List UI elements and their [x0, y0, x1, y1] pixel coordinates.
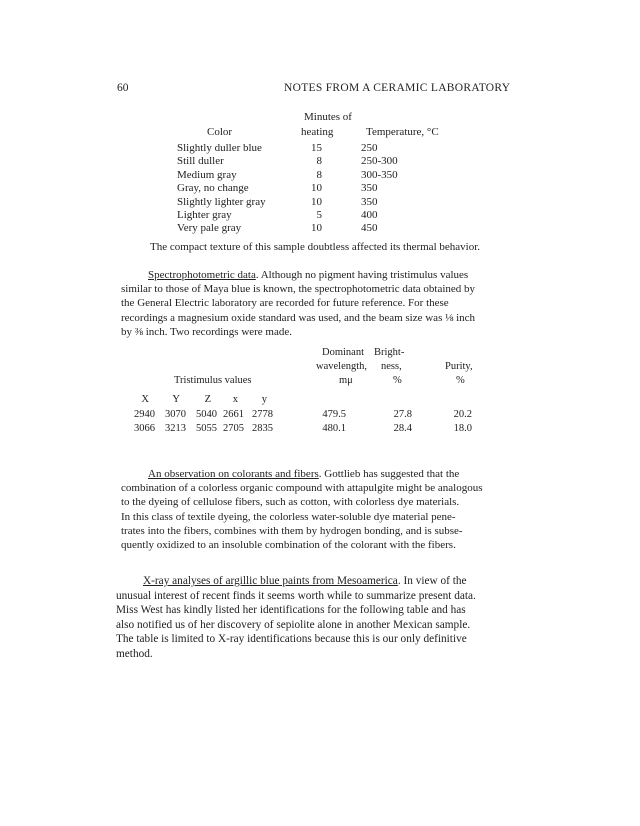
- para-xray-line-1: X-ray analyses of argillic blue paints from Mesoamerica. In view of the: [143, 575, 467, 587]
- tristimulus-col-y: y: [261, 394, 267, 405]
- para-thermal: [150, 240, 480, 254]
- heating-row-minutes: 10: [311, 195, 322, 208]
- heating-row-minutes: 8: [316, 168, 322, 181]
- heating-row-minutes: 8: [316, 155, 322, 168]
- heating-row-minutes: 15: [311, 142, 322, 154]
- heating-row-temperature: 350: [361, 195, 378, 208]
- tristimulus-cell-x: 2661: [223, 409, 244, 420]
- tristimulus-cell-pu: 18.0: [453, 422, 472, 434]
- heating-row-minutes: 10: [311, 182, 322, 195]
- tristimulus-col-X: X: [141, 394, 149, 405]
- para-colorants: [121, 467, 483, 552]
- heating-row-color: Very pale gray: [177, 222, 242, 235]
- col-header-temperature: Temperature, °C: [366, 126, 439, 138]
- tristimulus-cell-Y: 3213: [165, 422, 186, 434]
- page-number: 60: [117, 82, 129, 94]
- header-dominant-3: mμ: [339, 375, 353, 386]
- tristimulus-cell-y: 2835: [252, 422, 273, 434]
- para-spectro-line-1: Spectrophotometric data. Although no pigment having tristimulus values: [148, 269, 469, 281]
- heating-row-color: Slightly duller blue: [177, 142, 262, 154]
- header-brightness-1: Bright-: [374, 347, 405, 358]
- running-head: NOTES FROM A CERAMIC LABORATORY: [284, 82, 511, 94]
- para-spectro-heading: Spectrophotometric data: [148, 269, 256, 281]
- para-xray: [116, 574, 476, 662]
- tristimulus-cell-Z: 5040: [196, 409, 217, 420]
- para-spectro-line-4: recordings a magnesium oxide standard was used, and the beam size was ⅛ inch: [121, 311, 476, 324]
- col-header-color: Color: [207, 126, 233, 138]
- para-spectro-line-2: similar to those of Maya blue is known, the spectrophotometric data obtained by: [121, 283, 476, 296]
- para-thermal-text: The compact texture of this sample doubtless affected its thermal behavior.: [150, 241, 480, 253]
- header-purity-1: Purity,: [445, 361, 473, 372]
- para-xray-line-5: The table is limited to X-ray identifications because this is our only definitive: [116, 633, 467, 646]
- tristimulus-cell-pu: 20.2: [453, 409, 472, 420]
- heating-row-color: Medium gray: [177, 168, 237, 181]
- heating-row-temperature: 250-300: [361, 155, 398, 168]
- para-colorants-line-4: In this class of textile dyeing, the colorless water-soluble dye material pene-: [121, 510, 456, 523]
- heating-row-color: Still duller: [177, 155, 224, 168]
- tristimulus-cell-Z: 5055: [196, 422, 217, 434]
- tristimulus-cell-br: 27.8: [393, 409, 412, 420]
- header-brightness-3: %: [393, 375, 402, 386]
- heating-row-temperature: 400: [361, 209, 378, 221]
- tristimulus-cell-br: 28.4: [393, 422, 412, 434]
- tristimulus-cell-wl: 479.5: [322, 409, 346, 420]
- para-colorants-line-3: to the dyeing of cellulose fibers, such as cotton, with colorless dye materials.: [121, 496, 460, 509]
- para-colorants-line-2: combination of a colorless organic compound with attapulgite might be analogous: [121, 482, 483, 495]
- tristimulus-cell-y: 2778: [252, 409, 273, 420]
- tristimulus-cell-X: 3066: [134, 422, 155, 434]
- para-xray-line-3: Miss West has kindly listed her identifications for the following table and has: [116, 604, 466, 617]
- tristimulus-cell-wl: 480.1: [322, 422, 346, 434]
- heating-row-temperature: 300-350: [361, 168, 398, 181]
- para-xray-line-2: unusual interest of recent finds it seems worth while to summarize present data.: [116, 589, 476, 602]
- para-xray-line-6: method.: [116, 647, 153, 660]
- tristimulus-cell-Y: 3070: [165, 409, 186, 420]
- tristimulus-cell-X: 2940: [134, 409, 155, 420]
- header-purity-2: %: [456, 375, 465, 386]
- tristimulus-cell-x: 2705: [223, 422, 244, 434]
- tristimulus-col-Z: Z: [204, 394, 211, 405]
- para-spectro: [121, 268, 475, 339]
- heating-row-minutes: 10: [311, 222, 322, 235]
- tristimulus-col-x: x: [232, 394, 238, 405]
- tristimulus-col-Y: Y: [172, 394, 180, 405]
- header-brightness-2: ness,: [381, 361, 402, 372]
- para-spectro-line-5: by ⅜ inch. Two recordings were made.: [121, 325, 293, 338]
- para-colorants-line-1: An observation on colorants and fibers. Gottlieb has suggested that the: [148, 468, 460, 480]
- heating-row-temperature: 450: [361, 222, 378, 235]
- heating-row-temperature: 250: [361, 142, 378, 154]
- header-dominant-2: wavelength,: [316, 361, 368, 372]
- header-dominant-1: Dominant: [322, 347, 364, 358]
- heating-row-color: Lighter gray: [177, 209, 232, 221]
- para-colorants-heading: An observation on colorants and fibers: [148, 468, 319, 480]
- heating-row-color: Slightly lighter gray: [177, 195, 266, 208]
- para-xray-heading: X-ray analyses of argillic blue paints from Mesoamerica: [143, 575, 398, 587]
- col-header-minutes-1: Minutes of: [304, 111, 352, 123]
- para-colorants-line-5: trates into the fibers, combines with them by hydrogen bonding, and is subse-: [121, 524, 463, 537]
- header-tristimulus: Tristimulus values: [174, 375, 252, 386]
- heating-row-minutes: 5: [316, 209, 322, 221]
- heating-row-color: Gray, no change: [177, 182, 249, 195]
- para-spectro-line-3: the General Electric laboratory are recorded for future reference. For these: [121, 297, 449, 310]
- col-header-minutes-2: heating: [301, 126, 334, 138]
- para-xray-line-4: also notified us of her discovery of sepiolite alone in another Mexican sample.: [116, 618, 471, 631]
- heating-row-temperature: 350: [361, 182, 378, 195]
- para-colorants-line-6: quently oxidized to an insoluble combination of the colorant with the fibers.: [121, 539, 456, 552]
